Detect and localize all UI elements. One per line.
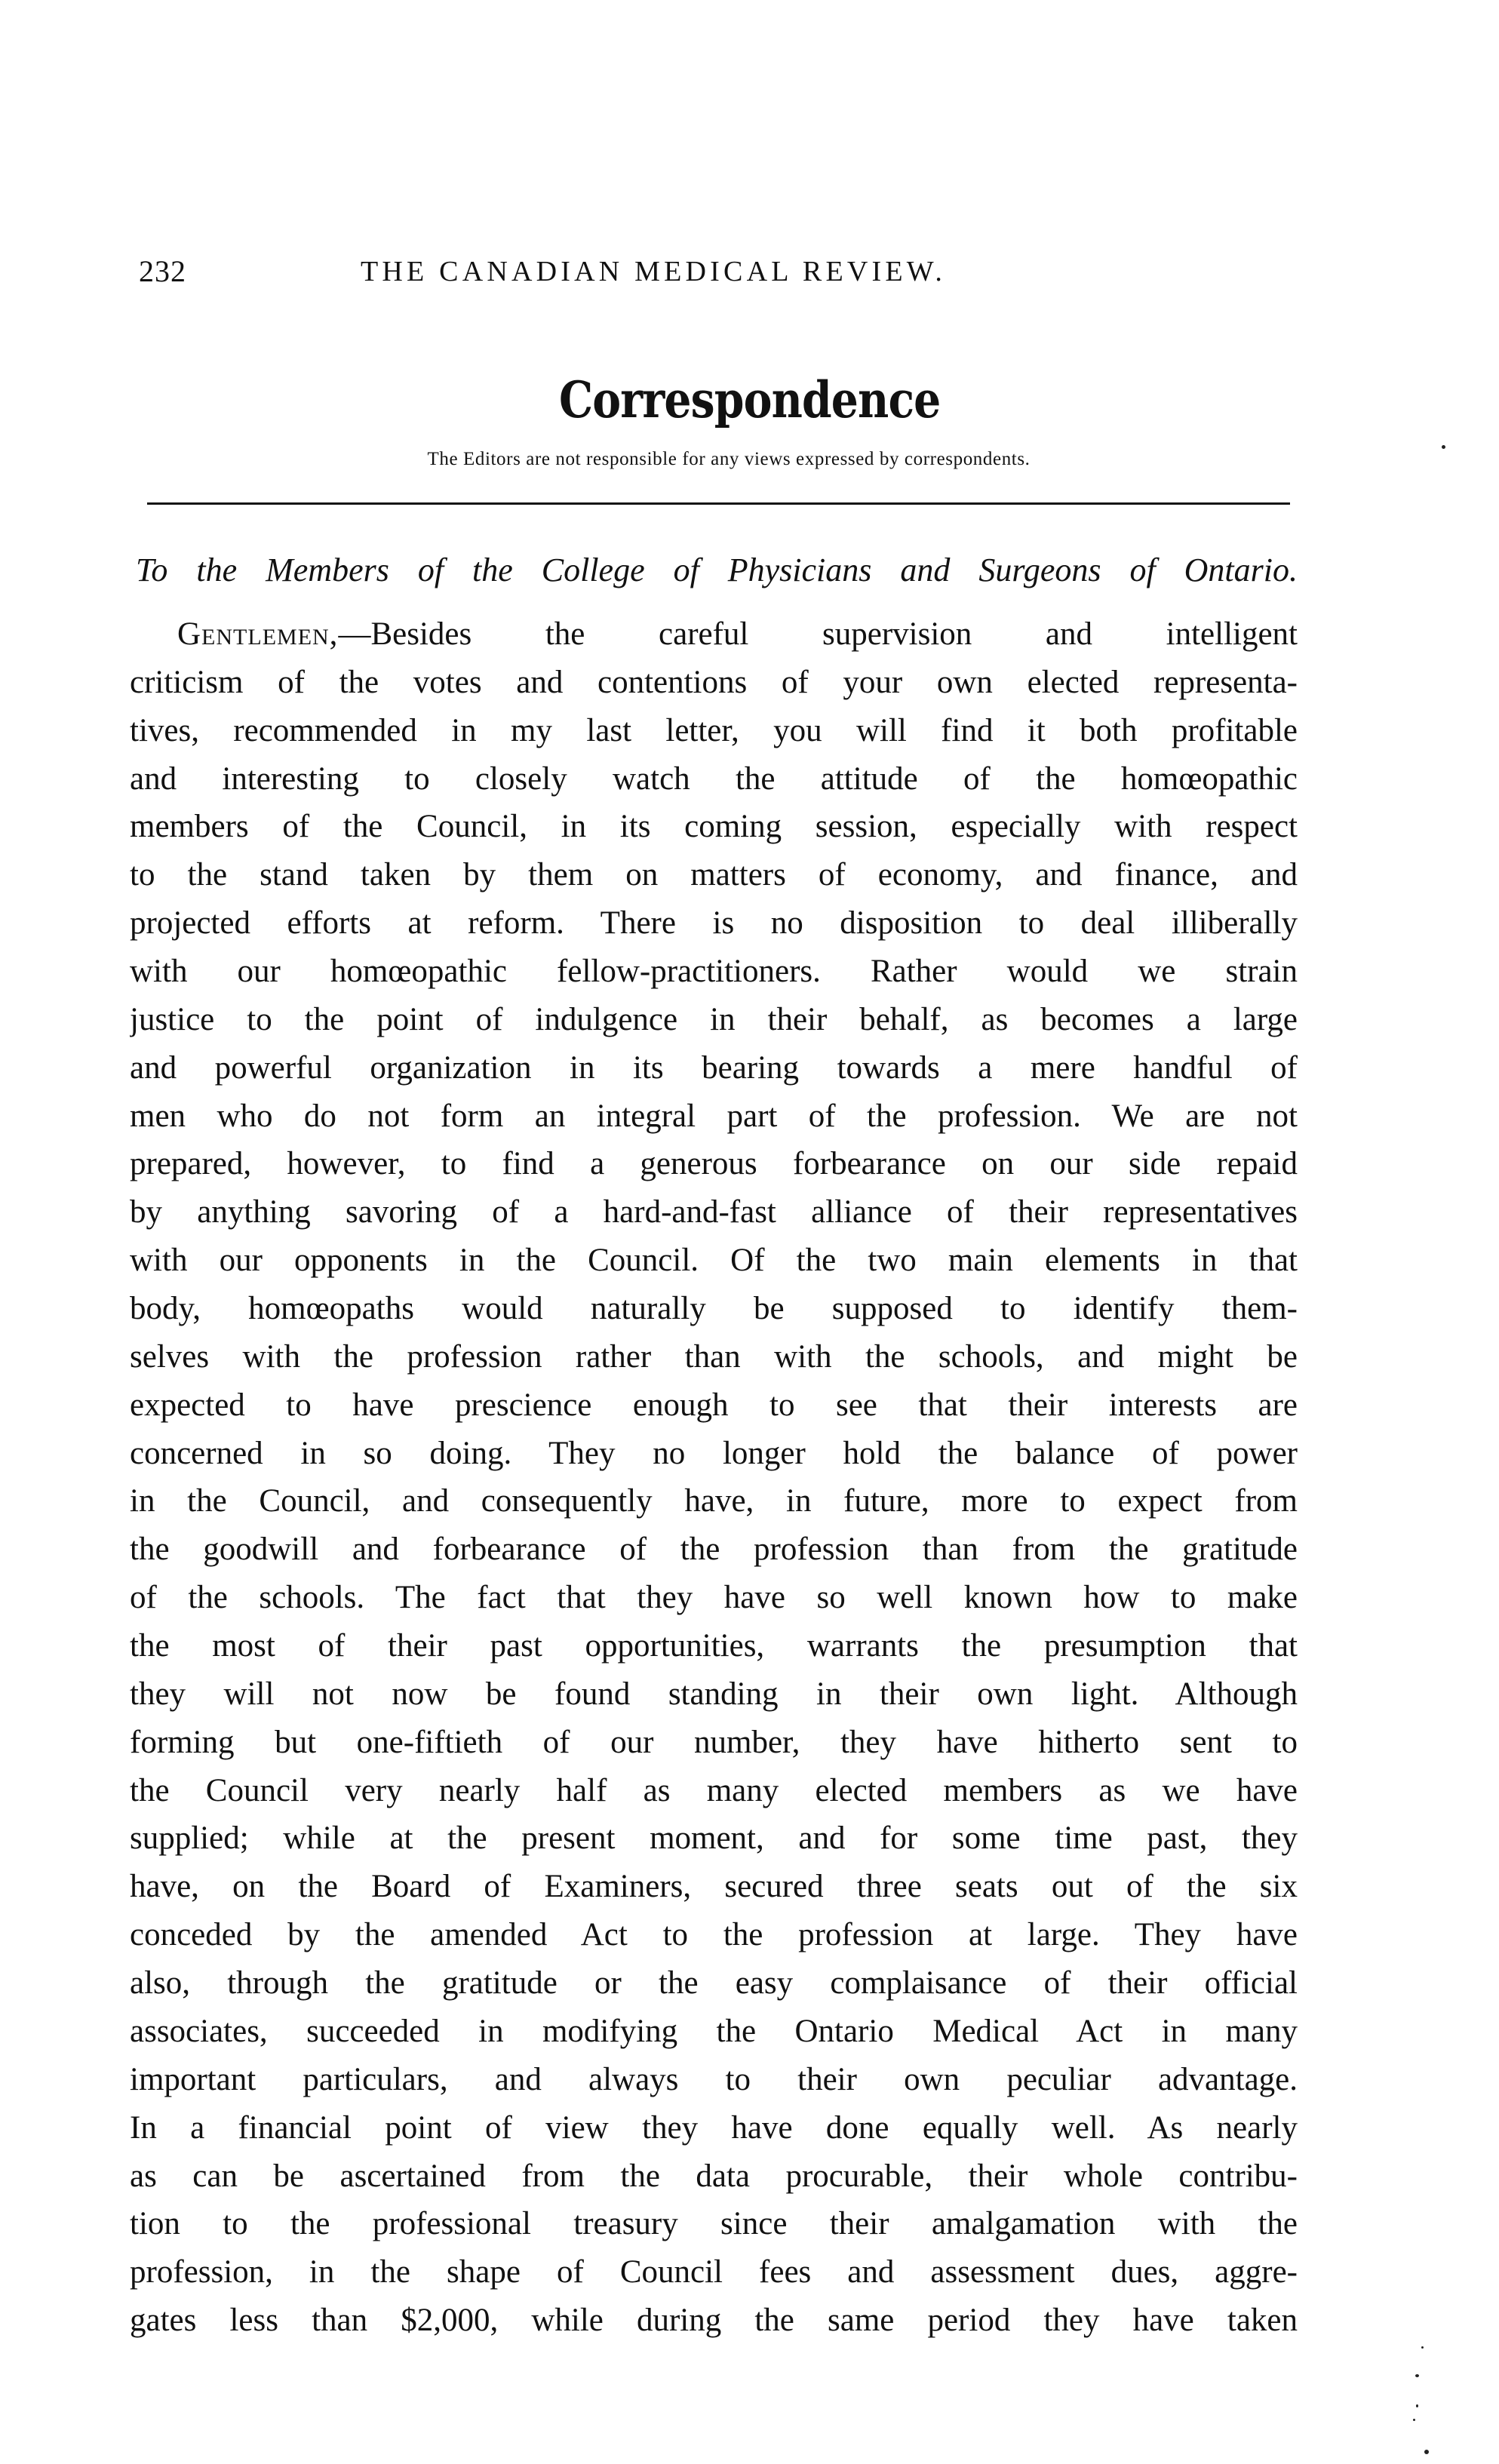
section-divider-rule <box>147 502 1290 505</box>
body-line: forming but one-fiftieth of our number, they have hitherto sent to <box>130 1724 1298 1760</box>
body-line: gates less than $2,000, while during the same period they have taken <box>130 2303 1298 2339</box>
body-line: justice to the point of indulgence in their behalf, as becomes a large <box>130 1001 1298 1037</box>
body-line: members of the Council, in its coming session, especially with respect <box>130 809 1298 845</box>
scan-speck <box>1413 2419 1415 2421</box>
body-line: tion to the professional treasury since their amalgamation with the <box>130 2206 1298 2242</box>
body-line: conceded by the amended Act to the profession at large. They have <box>130 1917 1298 1953</box>
section-title: Correspondence <box>558 370 941 429</box>
scan-speck <box>1421 2346 1424 2349</box>
body-line: tives, recommended in my last letter, you will find it both profitable <box>130 712 1298 748</box>
scan-speck <box>1442 445 1445 449</box>
body-line: men who do not form an integral part of the profession. We are not <box>130 1098 1298 1134</box>
first-line-text: —Besides the careful supervision and intelligent <box>338 616 1298 652</box>
body-line: associates, succeeded in modifying the Ontario Medical Act in many <box>130 2013 1298 2049</box>
body-line <box>130 613 1298 662</box>
body-line: the Council very nearly half as many elected members as we have <box>130 1772 1298 1808</box>
body-line: the most of their past opportunities, warrants the presumption that <box>130 1628 1298 1664</box>
body-line: they will not now be found standing in their own light. Although <box>130 1676 1298 1712</box>
scan-speck <box>1416 2404 1418 2407</box>
page-number: 232 <box>139 254 186 288</box>
body-line: of the schools. The fact that they have so well known how to make <box>130 1580 1298 1616</box>
body-line: supplied; while at the present moment, and for some time past, they <box>130 1820 1298 1857</box>
body-line: concerned in so doing. They no longer hold the balance of power <box>130 1435 1298 1471</box>
body-line: the goodwill and forbearance of the profession than from the gratitude <box>130 1532 1298 1568</box>
body-line: and powerful organization in its bearing towards a mere handful of <box>130 1049 1298 1086</box>
body-line: important particulars, and always to their own peculiar advantage. <box>130 2061 1298 2097</box>
letter-greeting: Gentlemen, <box>177 616 339 652</box>
body-line: body, homœopaths would naturally be supposed to identify them- <box>130 1291 1298 1327</box>
body-line: as can be ascertained from the data procurable, their whole contribu- <box>130 2158 1298 2194</box>
editorial-disclaimer: The Editors are not responsible for any views expressed by correspondents. <box>427 449 1031 469</box>
letter-salutation: To the Members of the College of Physicians and Surgeons of Ontario. <box>136 551 1298 588</box>
body-line: have, on the Board of Examiners, secured three seats out of the six <box>130 1869 1298 1905</box>
body-line: also, through the gratitude or the easy complaisance of their official <box>130 1965 1298 2002</box>
body-line: and interesting to closely watch the attitude of the homœopathic <box>130 760 1298 797</box>
scan-speck <box>1415 2374 1419 2377</box>
body-line: In a financial point of view they have done equally well. As nearly <box>130 2109 1298 2146</box>
body-line: profession, in the shape of Council fees and assessment dues, aggre- <box>130 2254 1298 2290</box>
body-line: with our opponents in the Council. Of the two main elements in that <box>130 1243 1298 1279</box>
body-line: expected to have prescience enough to see that their interests are <box>130 1387 1298 1423</box>
body-line: criticism of the votes and contentions of your own elected representa- <box>130 664 1298 700</box>
body-line: projected efforts at reform. There is no disposition to deal illiberally <box>130 905 1298 942</box>
journal-running-head: THE CANADIAN MEDICAL REVIEW. <box>361 256 947 287</box>
body-line: in the Council, and consequently have, in future, more to expect from <box>130 1483 1298 1519</box>
body-line: prepared, however, to find a generous forbearance on our side repaid <box>130 1146 1298 1182</box>
letter-body <box>130 613 1298 2348</box>
scan-speck <box>1424 2450 1429 2454</box>
body-line: with our homœopathic fellow-practitioners. Rather would we strain <box>130 954 1298 990</box>
body-line: by anything savoring of a hard-and-fast alliance of their representatives <box>130 1194 1298 1230</box>
body-line: selves with the profession rather than with the schools, and might be <box>130 1338 1298 1375</box>
body-line: to the stand taken by them on matters of economy, and finance, and <box>130 857 1298 893</box>
